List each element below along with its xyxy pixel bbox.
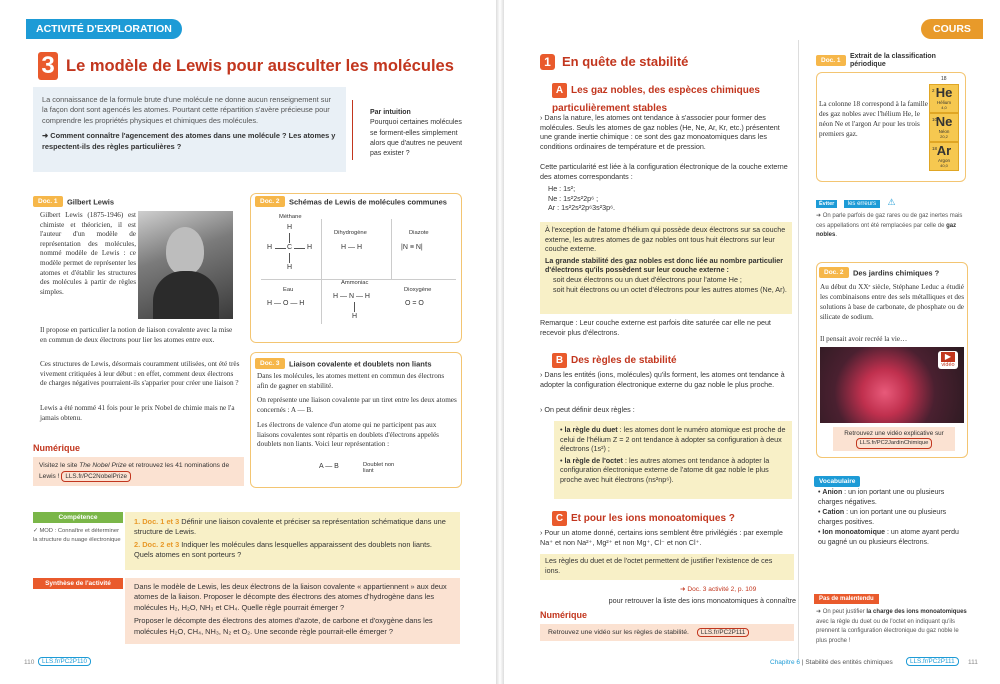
- synthese-box: [125, 578, 460, 644]
- dioxygene-label: Dioxygène: [404, 287, 432, 293]
- play-icon: ▶: [941, 352, 955, 362]
- doc2-panel: [250, 193, 462, 343]
- footer-chapter-title: Stabilité des entités chimiques: [805, 659, 893, 666]
- book-gutter: [496, 0, 504, 684]
- doc1-text-2: Il propose en particulier la notion de liaison covalente avec la mise en commun de deux électrons pour lier les atomes entre eux.: [40, 326, 233, 344]
- subsection-a-box-1: À l'exception de l'atome d'hélium qui possède deux électrons sur sa couche externe, les autres atomes de gaz nobles ont tous huit électrons sur leur couche externe.: [545, 225, 786, 254]
- activity-tag: ACTIVITÉ D'EXPLORATION: [26, 19, 182, 39]
- subsection-c-text-1: › Pour un atome donné, certains ions semblent être privilégiés : par exemple Na⁺ et non Na²⁺, Mg²⁺ et non Mg⁺, Cl⁻ et non Cl⁺.: [540, 528, 783, 547]
- numerique-text-a: Visitez le site: [39, 462, 80, 469]
- subsection-b-header: [552, 350, 792, 368]
- subsection-a-box-item-1: soit deux électrons ou un duet d'électrons pour l'atome He ;: [553, 274, 742, 284]
- side-doc2-text-2: Il pensait avoir recréé la vie…: [820, 335, 908, 343]
- config-he: He : 1s²;: [548, 184, 576, 193]
- doc3-text-1: Dans les molécules, les atomes mettent en commun des électrons afin de gagner en stabilité.: [257, 372, 445, 390]
- questions-box: [125, 512, 460, 570]
- synthese-text-1: Dans le modèle de Lewis, les deux électrons de la liaison covalente « appartiennent » aux deux atomes de la liaison. Proposer le décompte des électrons des atomes d'hydrogène dans les molécules H₂, H₂O, NH₃ et CH₄. Quelle règle pourrait émerger ?: [134, 582, 447, 612]
- eviter-header: [816, 192, 896, 210]
- vocab-ion-monoatomique: • Ion monoatomique : un atome ayant perdu ou gagné un ou plusieurs électrons.: [818, 529, 959, 546]
- eau-label: Eau: [283, 287, 294, 293]
- config-ne: Ne : 1s²2s²2p⁶ ;: [548, 193, 599, 203]
- numerique-link-right[interactable]: LLS.fr/PC2P111: [697, 628, 750, 637]
- sidebar-divider: [798, 40, 799, 660]
- methane-label: Méthane: [279, 214, 302, 220]
- right-page: [504, 0, 1000, 684]
- warning-icon: ⚠: [887, 197, 896, 207]
- element-ar: 18 Ar Argon 40,0: [929, 142, 959, 171]
- competence-title: Compétence: [33, 512, 123, 523]
- eviter-text: ➜ On parle parfois de gaz rares ou de gaz inertes mais ces appellations ont été remplacées par celle de gaz nobles.: [816, 213, 963, 238]
- section-number: 1: [540, 54, 555, 70]
- doc1-panel: [33, 193, 244, 428]
- side-doc1-panel: [816, 72, 966, 182]
- intuition-box: [370, 108, 470, 159]
- numerique-text-b: et retrouvez les 41 nominations de Lewis !: [39, 462, 230, 480]
- doc1-title: Gilbert Lewis: [66, 197, 115, 207]
- subsection-a-letter: A: [552, 83, 567, 98]
- o2-formula: O = O: [405, 300, 424, 307]
- nobel-prize-link[interactable]: LLS.fr/PC2NobelPrize: [61, 471, 131, 483]
- left-page: [0, 0, 496, 684]
- footer-page-number-right: 111: [968, 659, 978, 666]
- rules-box: [554, 421, 792, 499]
- intuition-text: Pourquoi certaines molécules se forment-elles simplement alors que d'autres ne peuvent pas exister ?: [370, 119, 463, 158]
- subsection-c-ref[interactable]: ➜ Doc. 3 activité 2, p. 109: [680, 586, 757, 593]
- subsection-a-text-1: › Dans la nature, les atomes ont tendance à s'associer pour former des molécules. Seuls les atomes de gaz nobles (He, Ne, Ar, Kr, etc.) présentent une grande inertie chimique : ce sont des gaz monoatomiques dans les conditions ordinaires de température et de pression.: [540, 113, 780, 151]
- section-title: En quête de stabilité: [562, 54, 689, 69]
- nh3-h-bottom: H: [352, 313, 358, 320]
- subsection-c-title: Et pour les ions monoatomiques ?: [571, 513, 735, 524]
- h2o-formula: H — O — H: [267, 300, 305, 307]
- ammoniac-label: Ammoniac: [341, 280, 369, 286]
- h2-formula: H — H: [341, 244, 362, 251]
- video-label: vidéo: [941, 362, 955, 368]
- side-doc1-header: [816, 52, 966, 70]
- doc3-diagram: A — B: [319, 463, 339, 470]
- doc3-panel: [250, 352, 462, 488]
- rule-octet: • la règle de l'octet : les autres atomes ont tendance à adopter la configuration électronique externe de l'atome dit gaz noble le plus proche avec huit électrons (ns²np⁶).: [560, 455, 770, 484]
- question-1: 1. Doc. 1 et 3 Définir une liaison covalente et préciser sa représentation schématique dans une structure de Lewis.: [134, 517, 446, 537]
- intro-question: ➜ Comment connaître l'agencement des atomes dans une molécule ? Les atomes y respectent-ils des règles particulières ?: [42, 131, 336, 151]
- footer-chapter-line: Chapitre 6 | Stabilité des entités chimiques: [770, 659, 893, 666]
- numerique-text-italic: The Nobel Prize: [79, 462, 127, 469]
- numerique-title-right: Numérique: [540, 610, 588, 620]
- jardin-chimique-link[interactable]: LLS.fr/PC2JardinChimique: [856, 438, 933, 449]
- page-title: Le modèle de Lewis pour ausculter les molécules: [66, 57, 454, 75]
- n2-formula: |N ≡ N|: [401, 244, 423, 251]
- methane-h-left: H: [267, 244, 273, 251]
- subsection-c-letter: C: [552, 511, 567, 526]
- numerique-box-right: [540, 610, 794, 641]
- subsection-c-ref-2: pour retrouver la liste des ions monoatomiques à connaître: [608, 596, 796, 605]
- video-button[interactable]: [938, 351, 958, 369]
- subsection-b-letter: B: [552, 353, 567, 368]
- numerique-box-left: [33, 443, 244, 487]
- remarque-text: Remarque : Leur couche externe est parfois dite saturée car elle ne peut recevoir plus d'électrons.: [540, 318, 771, 337]
- subsection-a-box-2: La grande stabilité des gaz nobles est donc liée au nombre particulier d'électrons qu'ils possèdent sur leur couche externe :: [545, 255, 784, 275]
- doc1-text-4: Lewis a été nommé 41 fois pour le prix Nobel de chimie mais ne l'a jamais obtenu.: [40, 404, 235, 422]
- side-doc2-panel: [816, 262, 968, 458]
- cours-tag: COURS: [921, 19, 983, 39]
- intuition-title: Par intuition: [370, 109, 411, 116]
- competence-box: [33, 512, 123, 544]
- synthese-title: Synthèse de l'activité: [33, 578, 123, 589]
- side-doc1-text: La colonne 18 correspond à la famille des gaz nobles avec l'hélium He, le néon Ne et l'argon Ar pour les trois premiers gaz.: [819, 100, 928, 138]
- footer-link[interactable]: LLS.fr/PC2P110: [38, 657, 91, 666]
- doc1-text-1: Gilbert Lewis (1875-1946) est chimiste et théoricien, il est l'auteur d'un modèle de représentation des molécules, nommé modèle de Lewis : ce modèle permet de représenter les atomes et d'établir les structures des molécules à partir de règles simples.: [40, 211, 136, 296]
- rule-duet: • la règle du duet : les atomes dont le numéro atomique est proche de celui de l'hélium Z = 2 ont tendance à adopter sa configuration à deux électrons (1s²) ;: [560, 425, 786, 454]
- question-2: 2. Doc. 2 et 3 Indiquer les molécules dans lesquelles apparaissent des doublets non liants. Quels atomes en sont porteurs ?: [134, 539, 432, 560]
- side-doc1-label: Doc. 1: [816, 55, 846, 66]
- numerique-text-right: Retrouvez une vidéo sur les règles de stabilité.: [548, 629, 689, 636]
- side-doc1-title: Extrait de la classification périodique: [849, 52, 936, 68]
- doc3-title: Liaison covalente et doublets non liants: [288, 359, 432, 369]
- doc3-label: Doc. 3: [255, 358, 285, 369]
- methane-h-top: H: [287, 224, 293, 231]
- nh3-formula: H — N — H: [333, 293, 370, 300]
- subsection-a-text-2: Cette particularité est liée à la configuration électronique de la couche externe des atomes correspondants :: [540, 162, 788, 181]
- eviter-label-1: Éviter: [816, 200, 837, 208]
- malentendu-title: Pas de malentendu: [814, 594, 879, 604]
- side-doc2-text: Au début du XXᵉ siècle, Stéphane Leduc a étudié les combinaisons entre des sels métalliques et des solutions à base de carbonate, de phosphate ou de silicate de sodium.: [820, 283, 964, 321]
- competence-text: ✓ MOD : Connaître et déterminer la structure du nuage électronique: [33, 528, 121, 543]
- element-he: 2 He Hélium 4,0: [929, 84, 959, 113]
- side-doc2-label: Doc. 2: [819, 267, 849, 278]
- subsection-b-text-2: › On peut définir deux règles :: [540, 405, 635, 414]
- numerique-title: Numérique: [33, 443, 81, 453]
- synthese-text-2: Proposer le décompte des électrons des atomes d'azote, de carbone et d'oxygène dans les molécules H₂O, CH₄, NH₃, N₂ et O₂. Une seconde règle pourrait-elle émerger ?: [134, 616, 433, 636]
- diazote-label: Diazote: [409, 230, 429, 236]
- doc2-label: Doc. 2: [255, 196, 285, 207]
- doc2-title: Schémas de Lewis de molécules communes: [288, 197, 447, 207]
- vocab-anion: • Anion : un ion portant une ou plusieurs charges négatives.: [818, 489, 945, 506]
- malentendu-text: ➜ On peut justifier la charge des ions monoatomiques avec la règle du duet ou de l'octet en indiquant qu'ils prennent la configuration électronique du gaz noble le plus proche !: [816, 609, 967, 644]
- intuition-bracket: [352, 100, 356, 160]
- eviter-label-2: les erreurs: [844, 200, 880, 208]
- methane-h-right: H: [307, 244, 313, 251]
- subsection-c-box: Les règles du duet et de l'octet permettent de justifier l'existence de ces ions.: [540, 554, 794, 580]
- footer-chapter: Chapitre 6: [770, 659, 800, 666]
- doc3-text-3: Les électrons de valence d'un atome qui ne participent pas aux liaisons covalentes sont répartis en doublets d'électrons appelés doublets non liants. Voici leur représentation :: [257, 421, 439, 449]
- footer-link-right[interactable]: LLS.fr/PC2P111: [906, 657, 959, 666]
- subsection-a-box-item-2: soit huit électrons ou un octet d'électrons pour les autres atomes (Ne, Ar).: [553, 284, 787, 294]
- subsection-b-title: Des règles de stabilité: [571, 355, 677, 366]
- doc3-text-2: On représente une liaison covalente par un tiret entre les deux atomes concernés : A — B.: [257, 396, 457, 414]
- activity-number: 3: [38, 52, 58, 80]
- element-ne: 10 Ne Néon 20,2: [929, 113, 959, 142]
- methane-h-bottom: H: [287, 264, 293, 271]
- methane-c: C: [287, 244, 293, 251]
- dihydrogen-label: Dihydrogène: [334, 230, 367, 236]
- gilbert-lewis-photo: [138, 211, 233, 319]
- vocab-title: Vocabulaire: [814, 476, 860, 487]
- side-doc2-title: Des jardins chimiques ?: [852, 268, 940, 278]
- footer-page-number: 110: [24, 659, 35, 666]
- electron-configs: [548, 184, 788, 213]
- side-doc2-caption: Retrouvez une vidéo explicative sur: [844, 430, 944, 437]
- subsection-a-title: Les gaz nobles, des espèces chimiques particulièrement stables: [552, 85, 760, 114]
- doc1-text-3: Ces structures de Lewis, désormais couramment utilisées, ont été très vivement critiquées à leur début : en effet, comment deux électrons de charges négatives pourraient-ils s'apparier pour créer une liaison ?: [40, 360, 240, 388]
- doc1-label: Doc. 1: [33, 196, 63, 207]
- subsection-c-header: [552, 508, 792, 526]
- intro-box: [33, 87, 346, 172]
- subsection-b-text-1: › Dans les entités (ions, molécules) qu'ils forment, les atomes ont tendance à adopter la configuration électronique externe du gaz noble le plus proche.: [540, 370, 785, 389]
- column-18-label: 18: [941, 76, 947, 82]
- chemical-garden-image: [820, 347, 964, 423]
- config-ar: Ar : 1s²2s²2p⁶3s²3p⁶.: [548, 203, 616, 213]
- doc3-diagram-label: Doublet non liant: [363, 462, 395, 474]
- subsection-a-box: [540, 222, 792, 314]
- subsection-a-header: [552, 80, 792, 116]
- intro-text: La connaissance de la formule brute d'une molécule ne donne aucun renseignement sur la façon dont sont agencés les atomes. Pourtant cette répartition s'avère précieuse pour comprendre les propriétés physiques et chimiques des molécules.: [42, 95, 332, 125]
- vocab-list: [818, 488, 968, 548]
- vocab-cation: • Cation : un ion portant une ou plusieurs charges positives.: [818, 509, 947, 526]
- side-doc2-caption-box: [833, 427, 955, 451]
